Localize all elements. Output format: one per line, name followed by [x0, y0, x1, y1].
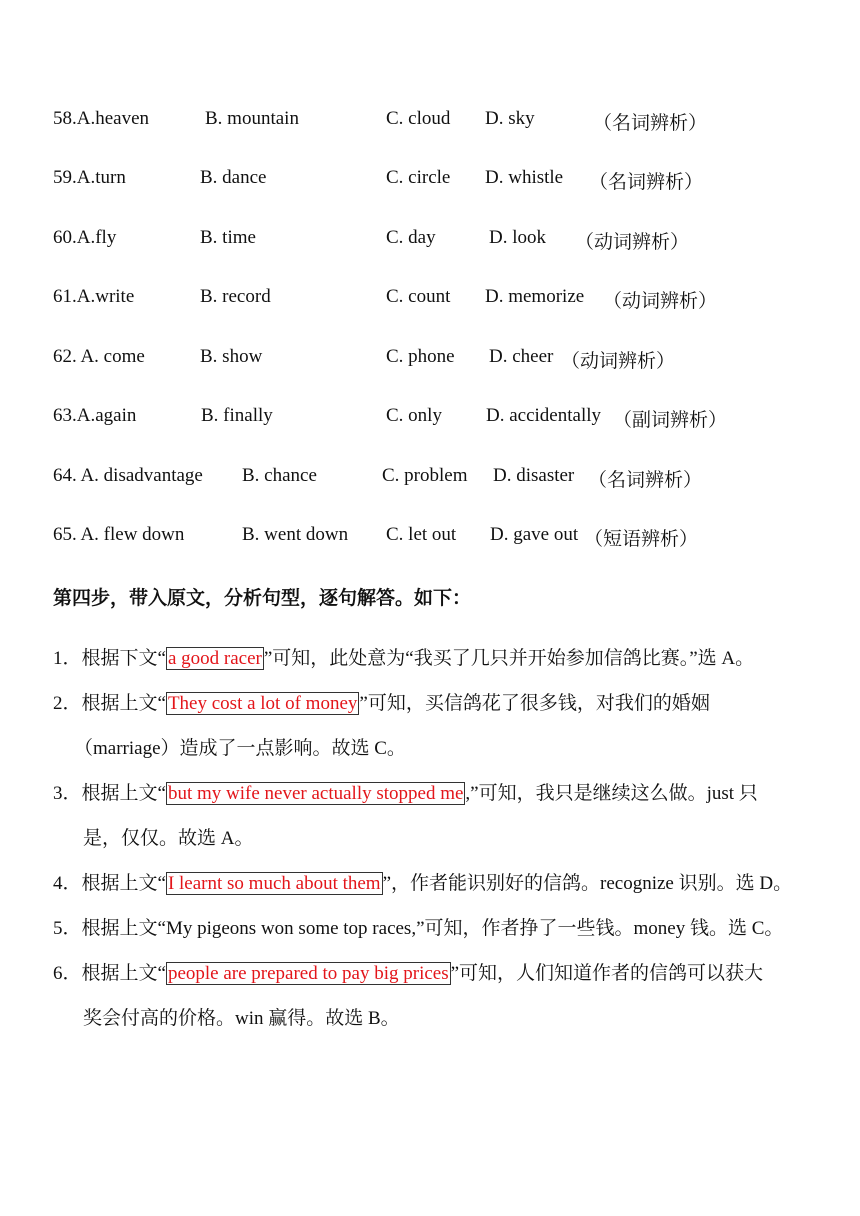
option-tag: （名词辨析）: [593, 113, 708, 134]
option-tag: （名词辨析）: [588, 470, 703, 491]
option-d: D. whistle: [485, 167, 564, 188]
option-c: C. phone: [386, 346, 455, 367]
section-heading: 第四步，带入原文，分析句型，逐句解答。如下：: [53, 588, 472, 609]
answer-text: ”可知，此处意为“我买了几只并开始参加信鸽比赛。”选 A。: [263, 648, 755, 669]
option-d: D. disaster: [493, 465, 575, 486]
answer-text: ”，作者能识别好的信鸽。recognize 识别。选 D。: [382, 873, 793, 894]
answer-6: [53, 958, 763, 985]
answer-number: 1．: [53, 648, 82, 669]
answer-6-continuation: 奖会付高的价格。win 赢得。故选 B。: [83, 1008, 400, 1029]
option-a: 64. A. disadvantage: [53, 465, 203, 486]
option-tag: （名词辨析）: [589, 172, 704, 193]
option-b: B. record: [200, 286, 271, 307]
option-b: B. chance: [242, 465, 317, 486]
option-c: C. let out: [386, 524, 457, 545]
option-c: C. cloud: [386, 108, 451, 129]
option-a: 62. A. come: [53, 346, 145, 367]
answer-number: 2．: [53, 693, 82, 714]
option-d: D. sky: [485, 108, 535, 129]
option-a: 58.A.heaven: [53, 108, 150, 129]
option-b: B. show: [200, 346, 263, 367]
option-tag: （动词辨析）: [561, 351, 676, 372]
option-c: C. problem: [382, 465, 468, 486]
answer-text: ,”可知，我只是继续这么做。just 只: [465, 783, 758, 804]
option-b: B. went down: [242, 524, 349, 545]
option-b: B. dance: [200, 167, 267, 188]
answer-number: 5．: [53, 918, 82, 939]
option-c: C. day: [386, 227, 436, 248]
option-a: 59.A.turn: [53, 167, 126, 188]
option-d: D. gave out: [490, 524, 579, 545]
answer-text: ”可知，人们知道作者的信鸽可以获大: [450, 963, 764, 984]
highlighted-quote: but my wife never actually stopped me: [167, 783, 464, 804]
option-tag: （短语辨析）: [584, 529, 699, 550]
option-a: 60.A.fly: [53, 227, 117, 248]
answer-number: 6．: [53, 963, 82, 984]
answer-1: [53, 643, 754, 670]
answer-text: 根据上文“: [81, 693, 166, 714]
option-tag: （副词辨析）: [613, 410, 728, 431]
answer-3: [53, 778, 758, 805]
highlighted-quote: people are prepared to pay big prices: [167, 963, 449, 984]
answer-number: 3．: [53, 783, 82, 804]
option-tag: （动词辨析）: [575, 232, 690, 253]
answer-text: 根据上文“: [81, 963, 166, 984]
highlighted-quote: a good racer: [167, 648, 262, 669]
answer-text: 根据上文“: [81, 783, 166, 804]
option-c: C. only: [386, 405, 442, 426]
option-c: C. count: [386, 286, 451, 307]
answer-3-continuation: 是，仅仅。故选 A。: [83, 828, 254, 849]
option-tag: （动词辨析）: [603, 291, 718, 312]
option-b: B. mountain: [205, 108, 299, 129]
option-d: D. memorize: [485, 286, 585, 307]
answer-2: [53, 688, 710, 715]
option-d: D. look: [489, 227, 546, 248]
answer-text: 根据上文“: [81, 873, 166, 894]
answer-text: 根据上文“My pigeons won some top races,”可知，作者挣了一些钱。money 钱。选 C。: [81, 918, 784, 939]
answer-number: 4．: [53, 873, 82, 894]
option-d: D. accidentally: [486, 405, 602, 426]
option-b: B. finally: [201, 405, 273, 426]
answer-4: [53, 868, 792, 895]
answer-text: 根据下文“: [81, 648, 166, 669]
answer-text: ”可知，买信鸽花了很多钱，对我们的婚姻: [359, 693, 710, 714]
option-c: C. circle: [386, 167, 451, 188]
option-a: 63.A.again: [53, 405, 137, 426]
highlighted-quote: I learnt so much about them: [167, 873, 381, 894]
option-a: 61.A.write: [53, 286, 135, 307]
option-d: D. cheer: [489, 346, 554, 367]
highlighted-quote: They cost a lot of money: [167, 693, 358, 714]
answer-5: [53, 913, 783, 940]
option-b: B. time: [200, 227, 256, 248]
answer-2-continuation: （marriage）造成了一点影响。故选 C。: [74, 738, 406, 759]
option-a: 65. A. flew down: [53, 524, 185, 545]
